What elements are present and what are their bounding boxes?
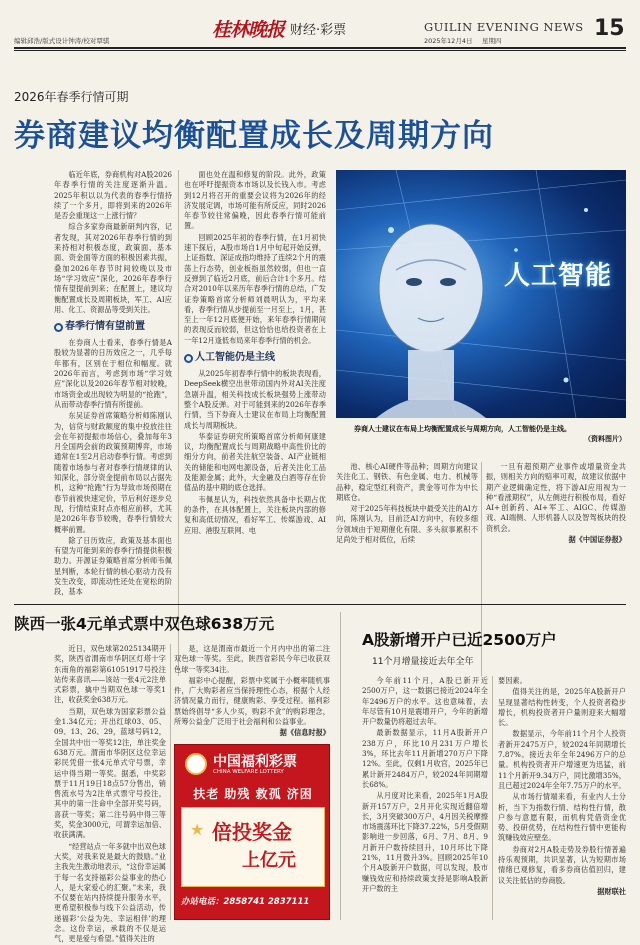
welfare-lottery-logo — [185, 753, 207, 775]
masthead-logo: 桂林晚报 — [212, 19, 285, 41]
masthead-rule-thin — [14, 50, 626, 51]
photo-caption: 券商人士建议在布局上均衡配置成长与周期方向，人工智能仍是主线。 （资料图片） — [354, 425, 626, 443]
lottery-column-2 — [174, 644, 330, 738]
accounts-para: 要因素。 — [498, 676, 527, 685]
circle-bullet-icon — [184, 354, 193, 363]
lead-column-2 — [184, 170, 326, 676]
ai-photo-text: 人工智能 — [504, 261, 613, 291]
column-divider — [492, 676, 493, 920]
ad-slogan: 扶老 助残 救孤 济困 — [193, 787, 313, 801]
ad-brand-en: CHINA WELFARE LOTTERY — [213, 769, 284, 775]
lead-column-1 — [54, 170, 172, 676]
lottery-para: 是，这是渭南市最近一个月内中出的第二注双色球一等奖。至此，陕西省彩民今年已收获双色球一等奖34注。 — [174, 644, 330, 674]
accounts-para: 今年前11个月，A股已新开近2500万户，这一数据已接近2024年全年2496万户的水平。这也意味着，去年尽管有10月是震增开户，今年的新增开户数量仍将超过去年。 — [362, 676, 488, 727]
column-divider — [340, 612, 341, 920]
accounts-para: 数据显示，今年前11个月个人投资者新开2475万户，较2024年同期增长7.87%。接近去年全年2496万户的总量。机构投资者开户增速更为迅猛，前11个月新开9.34万户，同比激增35%，且已超过2024年全年7.75万户的水平。 — [498, 729, 626, 790]
ad-promo: 倍投奖金 — [212, 820, 292, 844]
section-subhead-ai: 人工智能仍是主线 — [184, 351, 326, 365]
accounts-para: 值得关注的是，2025年A股新开户呈现显著结构性转变，个人投资者稳步增长，机构投资者开户量则迎来大幅增长。 — [498, 687, 626, 728]
lead-col1-para: 临近年底，券商机构对A股2026年春季行情的关注度逐渐升温。2025年积以以为代表的春季行情持续了一个多月，即将到来的2026年是否会重现这一上涨行情？ — [54, 170, 172, 221]
lead-col2-para: 面也处在温和修复的阶段。此外，政策也在呼吁提振资本市场以及长钱入市。考虑到12月将召开的重要会议将为2026年的经济发展定调，市场可能有所反应，同时2026年春节较往常偏晚，因此春季行情可能前置。 — [184, 170, 326, 231]
section-subhead-spring: 春季行情有望前置 — [54, 320, 172, 334]
accounts-para: 券商对2月A股走势及券股行情普遍持乐观预期，共识显著，认为短期市场情绪已观修复，看多券商估值回归，建议关注低估的券商股。 — [498, 844, 626, 885]
ad-phone: 办站电话：2858741 2837111 — [181, 897, 310, 907]
accounts-subhead: 11个月增量接近去年全年 — [372, 657, 474, 667]
accounts-para: 从月度对比来看，2025年1月A股新开157万户，2月开化实现近翻倍增长，3月突破300万户，4月因关税摩擦市场震荡环比下降37.22%，5月受假期影响进一步回落，6月、7月、8月、9月新开户数持续回升，10月环比下降21%，11月微升3%。回顾2025年10个月A股新开户数据，可以发现，股市赚钱效应和持续政策支持是影响A股新开户数的主 — [362, 791, 488, 893]
credits-line: 编辑邱浩/版式设计钟涛/校对覃骐 — [14, 37, 110, 45]
ai-robot-photo — [336, 170, 626, 418]
robot-illustration — [336, 170, 626, 418]
star-icon: ★ — [190, 820, 205, 839]
lead-col1-para: 在券商人士看来，春季行情是A股较为显著的日历效应之一，几乎每年都有，区别在于相位和幅度。就2026年而言，考虑到市场“学习效应”深化以及2026年春节相对较晚，市场资金或出现较为明显的“抢跑”，从而带动春季行情有所提前。 — [54, 338, 172, 409]
lottery-column-1 — [54, 644, 166, 944]
lead-col4-para: 一旦有超预期产业事件或增量资金共振，则相关方向的赔率可观，故建议依据中期产业逻辑确定性，将下游AI应用视为一种“看涨期权”，从左侧进行积极布局，看好AI+创新药、AI+军工、AIGC、传媒游戏、AI端侧、人形机器人以及智驾板块的投资机会。 — [486, 462, 626, 533]
lottery-para: 当期，双色球为国家彩票公益金1.34亿元；开出红球03、05、09、13、26、29，蓝球号码12，全国共中出一等奖12注，单注奖金638万元。渭南市华阴区这位幸运彩民凭借一张4元单式守号票，幸运中得当期一等奖。据悉，中奖彩票于11月19日18点57分售出，销售流水号为2注单式票守号投注，其中的第一注命中全部开奖号码，喜获一等奖；第二注号码中得三等奖，奖金3000元，可谓幸运加倍、收获满满。 — [54, 706, 166, 840]
accounts-para: 从市场行情端来看，有业内人士分析，当下为指数行情、结构性行情，散户参与意愿有限，而机构凭借资金优势、投研优势，在结构性行情中更能构筑赚钱效应壁垒。 — [498, 792, 626, 843]
lead-col1-para: 综合多家券商最新研判内容，记者发现，其对2026年春季行情的到来持相对积极态度，政策面、基本面、资金面等方面的积极因素共振，叠加2026年春节时间较晚以及市场“学习效应”深化，2026年春季行情有望提前到来；在配置上，建议均衡配置成长及周期板块，军工、AI应用、化工、资源品等受到关注。 — [54, 222, 172, 314]
column-divider — [170, 644, 171, 920]
ad-brand: 中国福利彩票 — [213, 754, 297, 770]
lead-col2-para: 华泰证券研究所策略首席分析师何康建议，均衡配置成长与周期战略中高性价比的细分方向，前者关注航空装备、AI产业链相关的储能和电网电源设备，后者关注化工品及能源金属；此外，大金融及白酒等存在价值品的基中期的底仓选择。 — [184, 431, 326, 493]
accounts-headline: A股新增开户已近2500万户 — [362, 631, 557, 649]
lead-col2-para: 从2025年初春季行情中的板块表现看，DeepSeek横空出世带动国内外对AI关注度急剧升温，相关科技成长板块强势上涨带动整个A股反弹。对于可能到来的2026年春季行情，当下券商人士建议在布局上均衡配置成长与周期板块。 — [184, 369, 326, 430]
caption-source: （资料图片） — [584, 435, 626, 443]
welfare-lottery-ad — [174, 744, 330, 920]
accounts-source: 据财联社 — [597, 886, 626, 896]
section-rule — [14, 604, 626, 605]
lead-source: 据《中国证券报》 — [568, 535, 626, 545]
ad-promo-2: 上亿元 — [242, 850, 296, 871]
accounts-column-2 — [498, 676, 626, 920]
issue-weekday: 星期四 — [482, 37, 502, 45]
masthead-rule — [14, 47, 626, 49]
lead-headline: 券商建议均衡配置成长及周期方向 — [14, 118, 494, 154]
page-number: 15 — [594, 16, 625, 41]
accounts-para: 最新数据显示，11月A股新开户238万户，环比10月231万户增长3%，环比去年11月新增270万户下降12%。至此，仅剩1月收官，2025年已累计新开2484万户，较2024年同期增长68%。 — [362, 728, 488, 789]
lead-col2-para: 韦佩星认为，科技依然具备中长期占优的条件，在具体配置上，关注板块内部的修复和高低切情况，看好军工、传媒游戏、AI应用、港股互联网、电 — [184, 494, 326, 535]
lottery-para: “经营站点一年多就中出双色球大奖，对我来说是最大的鼓励。”业主我先生激动地表示，“这份幸运属于每一名支持福彩公益事业的热心人，是大家爱心的汇聚。”未来，我不仅要在站内持续提升服务水平，更希望积极参与线下公益活动，传递福彩‘公益为先、幸运相伴’的理念。这份幸运，承载的不仅是运气，更是爱与希望。”值得关注的 — [54, 841, 166, 944]
circle-bullet-icon — [54, 323, 63, 332]
lead-col1-para: 东吴证券首席策略分析师陈刚认为，信贷与财政额度的集中投放往往会在年初提振市场信心，叠加每年3月全国两会前的政策预期博弈，市场通常在1至2月启动春季行情。考虑到随着市场参与者对春季行情规律的认知深化，部分资金提前布局以占据先机，这种“抢跑”行为导致市场预期在春节前被快速定价，节后利好逐步兑现，行情结束时点亦相应前移，尤其是2026年春节较晚，春季行情较大概率前置。 — [54, 411, 172, 534]
ad-promo-box — [181, 807, 325, 887]
lottery-source: 据《信息时报》 — [279, 728, 330, 738]
lottery-para: 近日，双色球第2025134期开奖，陕西省渭南市华阴区灯塔十字东南角的福彩第61051917号投注站传来喜讯——该站一张4元2注单式彩票，擒中当期双色球一等奖1注，收获奖金638万元。 — [54, 644, 166, 705]
lottery-para: 福彩中心提醒，彩票中奖属于小概率随机事件，广大购彩者应当保持理性心态，根据个人经济情况量力而行，健康购彩、享受过程。福利彩票始终倡导“多人少买，购彩不贪”的购彩理念，所筹公益金广泛用于社会福利和公益事业。 — [174, 675, 330, 727]
accounts-column-1 — [362, 676, 488, 920]
section-name: 财经·彩票 — [290, 23, 347, 38]
column-divider — [178, 170, 179, 676]
lead-col2-para: 回顾2025年初的春季行情，在1月初快速下探后，A股市场自1月中旬起开始反弹，上证指数、深证成指均维持了连续2个月的震荡上行态势，创业板指虽然较弱，但也一直反弹到了临近2月底，前后合计1个多月。结合对2010年以来历年春季行情的总结，广发证券策略首席分析师刘晨明认为，平均来看，春季行情从步提前至一月至上，1月，甚至上一年12月底便开始，来年春季行情期间的表现反而较弱，但这恰恰也给投资者在上一年12月逢低布局来年春季行情的机会。 — [184, 232, 326, 345]
lead-col3-para: 对于2025年科技板块中最受关注的AI方向，陈刚认为，目前泛AI方向中，有较多细分领域由于短期催化有限、多头叙事累积不足尚处于相对低位，后续 — [336, 504, 478, 545]
lottery-headline: 陕西一张4元单式票中双色球638万元 — [14, 615, 275, 633]
issue-date: 2025年12月4日 — [424, 37, 473, 45]
lead-kicker: 2026年春季行情可期 — [14, 90, 129, 104]
lead-col3-para: 池、核心AI硬件等品种；周期方向建议关注化工、钢铁、有色金属、电力、机械等品种，稳定型红利资产，黄金等可作为中长期底仓。 — [336, 462, 478, 502]
lead-col1-para: 除了日历效应，政策及基本面也有望为可能到来的春季行情提供积极助力。开源证券策略首席分析师韦佩星判断，本轮行情的核心驱动力没有发生改变，即流动性还处在宽松的阶段，基本 — [54, 535, 172, 597]
paper-en-name: GUILIN EVENING NEWS — [424, 20, 584, 34]
